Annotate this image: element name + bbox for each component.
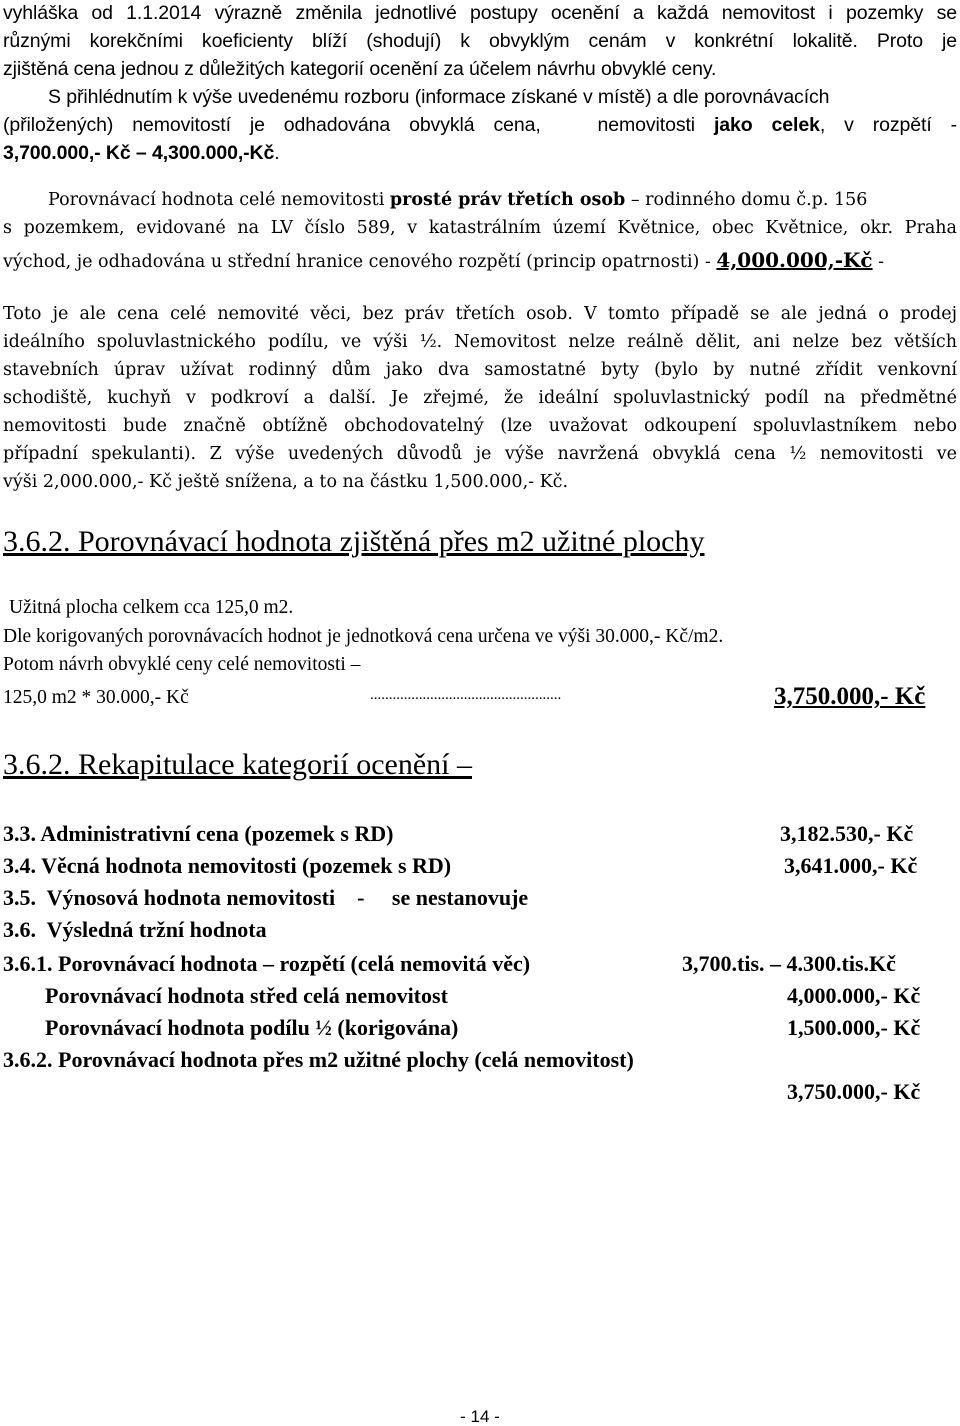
paragraph-line: stavebních úprav užívat rodinný dům jako dva samostatné byty (bylo by nutné zřídit venkovní bbox=[3, 360, 957, 380]
calculation-line: 125,0 m2 * 30.000,- Kč bbox=[3, 687, 189, 708]
recap-value: 3,641.000,- Kč bbox=[784, 853, 918, 878]
recap-label: Porovnávací hodnota střed celá nemovitost bbox=[45, 983, 448, 1008]
recap-value: 1,500.000,- Kč bbox=[787, 1015, 921, 1040]
recap-label: 3.6.1. Porovnávací hodnota – rozpětí (celá nemovitá věc) bbox=[3, 951, 531, 976]
recap-value: 3,182.530,- Kč bbox=[780, 821, 914, 846]
paragraph-line: východ, je odhadována u střední hranice cenového rozpětí (princip opatrnosti) - 4,000.000,-Kč - bbox=[3, 248, 885, 272]
proposal-line: Potom návrh obvyklé ceny celé nemovitosti – bbox=[3, 654, 361, 675]
recap-label: 3.6.2. Porovnávací hodnota přes m2 užitné plochy (celá nemovitost) bbox=[3, 1047, 634, 1072]
leader-dots: ................................................... bbox=[370, 687, 562, 703]
recap-value: 3,700.tis. – 4.300.tis.Kč bbox=[682, 951, 896, 976]
paragraph-line: nemovitosti bude značně obtížně obchodovatelný (lze uvažovat odkoupení spoluvlastníkem nebo bbox=[3, 416, 957, 436]
paragraph-line: vyhláška od 1.1.2014 výrazně změnila jednotlivé postupy ocenění a každá nemovitost i pozemky se bbox=[3, 2, 957, 24]
recap-value: 4,000.000,- Kč bbox=[787, 983, 921, 1008]
recap-label: 3.3. Administrativní cena (pozemek s RD) bbox=[3, 821, 394, 846]
section-heading: 3.6.2. Rekapitulace kategorií ocenění – bbox=[3, 748, 472, 781]
paragraph-line: schodiště, kuchyň v podkroví a další. Je zřejmé, že ideální spoluvlastnický podíl na předmětné bbox=[3, 388, 957, 408]
recap-label: 3.5. Výnosová hodnota nemovitosti - se nestanovuje bbox=[3, 885, 529, 910]
paragraph-line: výši 2,000.000,- Kč ještě snížena, a to na částku 1,500.000,- Kč. bbox=[3, 472, 569, 492]
section-heading: 3.6.2. Porovnávací hodnota zjištěná přes m2 užitné plochy bbox=[3, 525, 705, 558]
paragraph-line: zjištěná cena jednou z důležitých kategorií ocenění za účelem návrhu obvyklé ceny. bbox=[3, 58, 717, 80]
price-range: 3,700.000,- Kč – 4,300.000,-Kč. bbox=[3, 142, 280, 164]
usable-area-line: Užitná plocha celkem cca 125,0 m2. bbox=[9, 597, 294, 618]
paragraph-line: s pozemkem, evidované na LV číslo 589, v katastrálním území Květnice, obec Květnice, okr. Praha bbox=[3, 218, 957, 238]
page-number: - 14 - bbox=[460, 1407, 500, 1426]
paragraph-line: různými korekčními koeficienty blíží (shodují) k obvyklým cenám v konkrétní lokalitě. Proto je bbox=[3, 30, 957, 52]
unit-price-line: Dle korigovaných porovnávacích hodnot je jednotková cena určena ve výši 30.000,- Kč/m2. bbox=[3, 626, 724, 647]
paragraph-line: (přiložených) nemovitostí je odhadována obvyklá cena, nemovitosti jako celek, v rozpětí - bbox=[3, 114, 957, 136]
paragraph-line: S přihlédnutím k výše uvedenému rozboru (informace získané v místě) a dle porovnávacích bbox=[48, 86, 830, 108]
recap-label: 3.4. Věcná hodnota nemovitosti (pozemek s RD) bbox=[3, 853, 452, 878]
recap-value: 3,750.000,- Kč bbox=[787, 1079, 921, 1104]
paragraph-line: Toto je ale cena celé nemovité věci, bez práv třetích osob. V tomto případě se ale jedná o prodej bbox=[3, 304, 957, 324]
recap-label: 3.6. Výsledná tržní hodnota bbox=[3, 917, 267, 942]
calculated-value: 3,750.000,- Kč bbox=[774, 683, 926, 710]
paragraph-line: Porovnávací hodnota celé nemovitosti prosté práv třetích osob – rodinného domu č.p. 156 bbox=[48, 190, 868, 210]
paragraph-line: ideálního spoluvlastnického podílu, ve výši ½. Nemovitost nelze reálně dělit, ani nelze bez větších bbox=[3, 332, 957, 352]
recap-label: Porovnávací hodnota podílu ½ (korigována) bbox=[45, 1015, 459, 1040]
paragraph-line: případní spekulanti). Z výše uvedených důvodů je výše navržená obvyklá cena ½ nemovitosti ve bbox=[3, 444, 957, 464]
